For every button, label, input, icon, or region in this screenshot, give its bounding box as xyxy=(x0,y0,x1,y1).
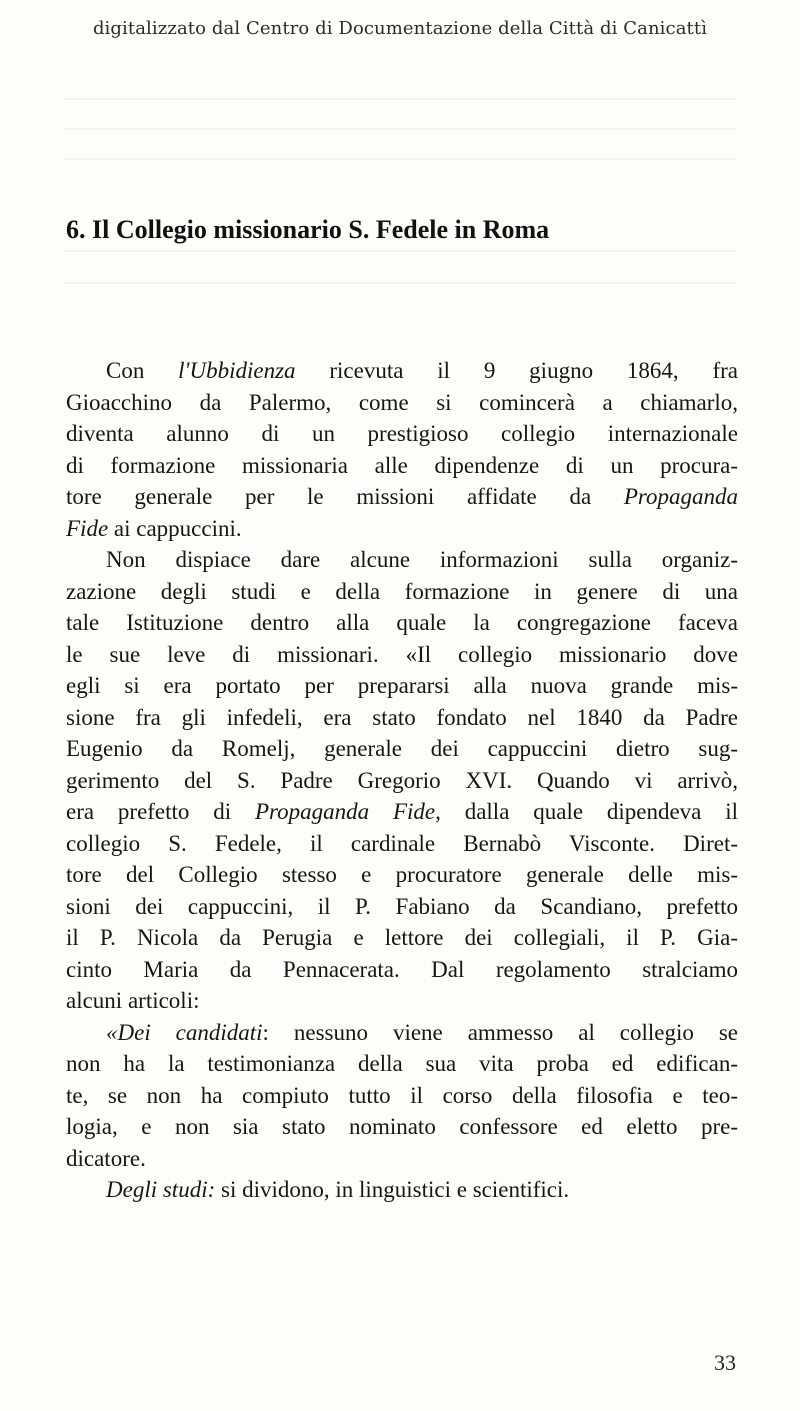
body-text xyxy=(66,355,738,1206)
show-through-band xyxy=(64,158,736,160)
text-run: te, se non ha compiuto tutto il corso della filosofia e teo- xyxy=(66,1082,738,1108)
italic-text: «Dei candidati xyxy=(106,1019,263,1045)
text-line xyxy=(66,985,738,1017)
text-line xyxy=(66,513,738,545)
text-run: tore generale per le missioni affidate da xyxy=(66,484,624,509)
text-run: dicatore. xyxy=(66,1145,146,1171)
text-line xyxy=(66,1048,738,1080)
text-line xyxy=(66,1174,738,1206)
text-run: Non dispiace dare alcune informazioni sulla organiz- xyxy=(106,547,738,572)
text-run: ricevuta il 9 giugno 1864, fra xyxy=(295,358,738,383)
text-run: non ha la testimonianza della sua vita proba ed edifican- xyxy=(66,1051,738,1076)
text-line xyxy=(66,576,738,608)
text-run: Eugenio da Romelj, generale dei cappuccini dietro sug- xyxy=(66,736,738,761)
show-through-band xyxy=(64,250,736,252)
text-run: collegio S. Fedele, il cardinale Bernabò Visconte. Diret- xyxy=(66,830,738,856)
text-run: sione fra gli infedeli, era stato fondato nel 1840 da Padre xyxy=(66,704,738,730)
text-run: ai cappuccini. xyxy=(108,515,242,541)
italic-text: Propaganda Fide xyxy=(254,799,436,824)
text-line xyxy=(66,796,738,828)
text-line xyxy=(66,481,738,513)
text-line xyxy=(66,544,738,576)
text-run: , dalla quale dipendeva il xyxy=(435,799,739,824)
text-line xyxy=(66,765,738,797)
text-run: Gioacchino da Palermo, come si comincerà a chiamarlo, xyxy=(66,389,738,415)
text-run: logia, e non sia stato nominato confessore ed eletto pre- xyxy=(66,1114,738,1139)
italic-text: Degli studi: xyxy=(106,1177,216,1202)
text-run: : nessuno viene ammesso al collegio se xyxy=(262,1019,738,1045)
text-line xyxy=(66,891,738,923)
section-heading: 6. Il Collegio missionario S. Fedele in Roma xyxy=(66,215,550,244)
show-through-band xyxy=(64,98,736,100)
text-line xyxy=(66,954,738,986)
text-run: zazione degli studi e della formazione in genere di una xyxy=(66,578,738,604)
text-run: egli si era portato per prepararsi alla nuova grande mis- xyxy=(66,673,738,698)
text-line xyxy=(66,702,738,734)
italic-text: Propaganda xyxy=(623,484,738,509)
text-run: gerimento del S. Padre Gregorio XVI. Quando vi arrivò, xyxy=(66,767,738,793)
text-line xyxy=(66,670,738,702)
text-run: tale Istituzione dentro alla quale la congregazione faceva xyxy=(66,610,738,635)
page-number: 33 xyxy=(714,1350,736,1375)
show-through-band xyxy=(64,128,736,130)
text-run: sioni dei cappuccini, il P. Fabiano da Scandiano, prefetto xyxy=(66,893,738,919)
text-line xyxy=(66,828,738,860)
text-line xyxy=(66,733,738,765)
italic-text: Fide xyxy=(66,515,109,541)
text-line xyxy=(66,639,738,671)
text-run: di formazione missionaria alle dipendenze di un procura- xyxy=(66,452,738,478)
text-line xyxy=(66,1143,738,1175)
text-run: diventa alunno di un prestigioso collegio internazionale xyxy=(66,421,738,446)
text-run: tore del Collegio stesso e procuratore generale delle mis- xyxy=(66,862,738,887)
text-run: il P. Nicola da Perugia e lettore dei collegiali, il P. Gia- xyxy=(66,925,738,950)
text-run: Con xyxy=(106,358,179,383)
text-line xyxy=(66,387,738,419)
text-line xyxy=(66,1111,738,1143)
watermark-text: digitalizzato dal Centro di Documentazione della Città di Canicattì xyxy=(92,18,708,39)
italic-text: l'Ubbidienza xyxy=(178,358,296,383)
text-run: era prefetto di xyxy=(66,799,255,824)
text-run: le sue leve di missionari. «Il collegio missionario dove xyxy=(66,641,738,667)
text-line xyxy=(66,450,738,482)
text-line xyxy=(66,607,738,639)
text-run: cinto Maria da Pennacerata. Dal regolamento stralciamo xyxy=(66,956,738,982)
text-line xyxy=(66,922,738,954)
text-line xyxy=(66,859,738,891)
text-run: alcuni articoli: xyxy=(66,988,200,1013)
text-run: si dividono, in linguistici e scientifici. xyxy=(215,1177,570,1202)
text-line xyxy=(66,355,738,387)
text-line xyxy=(66,418,738,450)
show-through-band xyxy=(64,282,736,284)
text-line xyxy=(66,1080,738,1112)
text-line xyxy=(66,1017,738,1049)
